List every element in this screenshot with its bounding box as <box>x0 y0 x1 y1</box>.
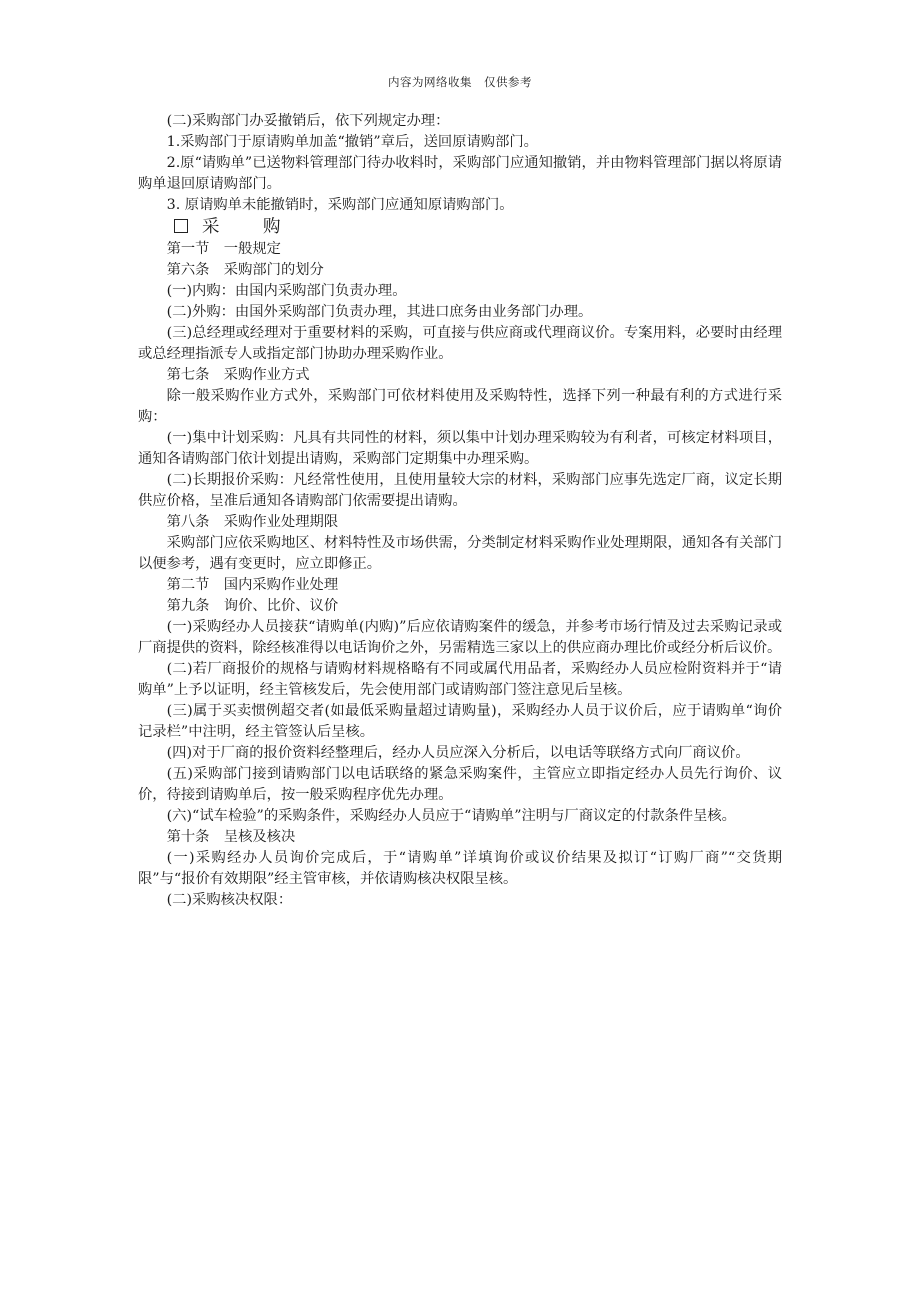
paragraph: (一)采购经办人员接获“请购单(内购)”后应依请购案件的缓急，并参考市场行情及过去采购记录或厂商提供的资料，除经核准得以电话询价之外，另需精选三家以上的供应商办理比价或经分析后议价。 <box>138 619 782 656</box>
article-heading: 第六条 采购部门的划分 <box>166 262 324 278</box>
page-header: 内容为网络收集 仅供参考 <box>388 75 532 89</box>
section-heading: 第一节 一般规定 <box>166 241 281 257</box>
paragraph: (一)采购经办人员询价完成后，于“请购单”详填询价或议价结果及拟订“订购厂商”“交货期限”与“报价有效期限”经主管审核，并依请购核决权限呈核。 <box>138 850 782 887</box>
paragraph: (一)集中计划采购：凡具有共同性的材料，须以集中计划办理采购较为有利者，可核定材料项目，通知各请购部门依计划提出请购，采购部门定期集中办理采购。 <box>138 430 782 467</box>
paragraph: (三)总经理或经理对于重要材料的采购，可直接与供应商或代理商议价。专案用料，必要时由经理或总经理指派专人或指定部门协助办理采购作业。 <box>138 325 782 362</box>
section-heading: 第二节 国内采购作业处理 <box>166 577 339 593</box>
document-body <box>138 111 782 911</box>
paragraph: (五)采购部门接到请购部门以电话联络的紧急采购案件，主管应立即指定经办人员先行询价、议价，待接到请购单后，按一般采购程序优先办理。 <box>138 766 782 803</box>
paragraph: (二)外购：由国外采购部门负责办理，其进口庶务由业务部门办理。 <box>166 304 593 320</box>
article-heading: 第八条 采购作业处理期限 <box>166 514 339 530</box>
paragraph: (四)对于厂商的报价资料经整理后，经办人员应深入分析后，以电话等联络方式向厂商议价。 <box>166 745 750 761</box>
paragraph: (六)“试车检验”的采购条件，采购经办人员应于“请购单”注明与厂商议定的付款条件呈核。 <box>166 808 736 824</box>
chapter-title: 采 购 <box>202 217 294 237</box>
paragraph: (二)若厂商报价的规格与请购材料规格略有不同或属代用品者，采购经办人员应检附资料并于“请购单”上予以证明，经主管核发后，先会使用部门或请购部门签注意见后呈核。 <box>138 661 782 698</box>
checkbox-square-icon <box>174 219 188 233</box>
article-heading: 第九条 询价、比价、议价 <box>166 598 339 614</box>
paragraph: 采购部门应依采购地区、材料特性及市场供需，分类制定材料采购作业处理期限，通知各有关部门以便参考，遇有变更时，应立即修正。 <box>138 535 782 572</box>
article-heading: 第七条 采购作业方式 <box>166 367 310 383</box>
paragraph: (一)内购：由国内采购部门负责办理。 <box>166 283 407 299</box>
paragraph: 3. 原请购单未能撤销时，采购部门应通知原请购部门。 <box>166 197 514 213</box>
article-heading: 第十条 呈核及核决 <box>166 829 296 845</box>
paragraph: (二)采购核决权限： <box>166 892 293 908</box>
paragraph: 除一般采购作业方式外，采购部门可依材料使用及采购特性，选择下列一种最有利的方式进行采购： <box>138 388 782 425</box>
paragraph: (三)属于买卖惯例超交者(如最低采购量超过请购量)，采购经办人员于议价后，应于请购单“询价记录栏”中注明，经主管签认后呈核。 <box>138 703 782 740</box>
paragraph: 1.采购部门于原请购单加盖“撤销”章后，送回原请购部门。 <box>166 134 538 150</box>
chapter-heading <box>138 216 782 239</box>
paragraph: (二)采购部门办妥撤销后，依下列规定办理： <box>166 113 450 129</box>
paragraph: 2.原“请购单”已送物料管理部门待办收料时，采购部门应通知撤销，并由物料管理部门据以将原请购单退回原请购部门。 <box>138 155 782 192</box>
paragraph: (二)长期报价采购：凡经常性使用，且使用量较大宗的材料，采购部门应事先选定厂商，议定长期供应价格，呈准后通知各请购部门依需要提出请购。 <box>138 472 782 509</box>
